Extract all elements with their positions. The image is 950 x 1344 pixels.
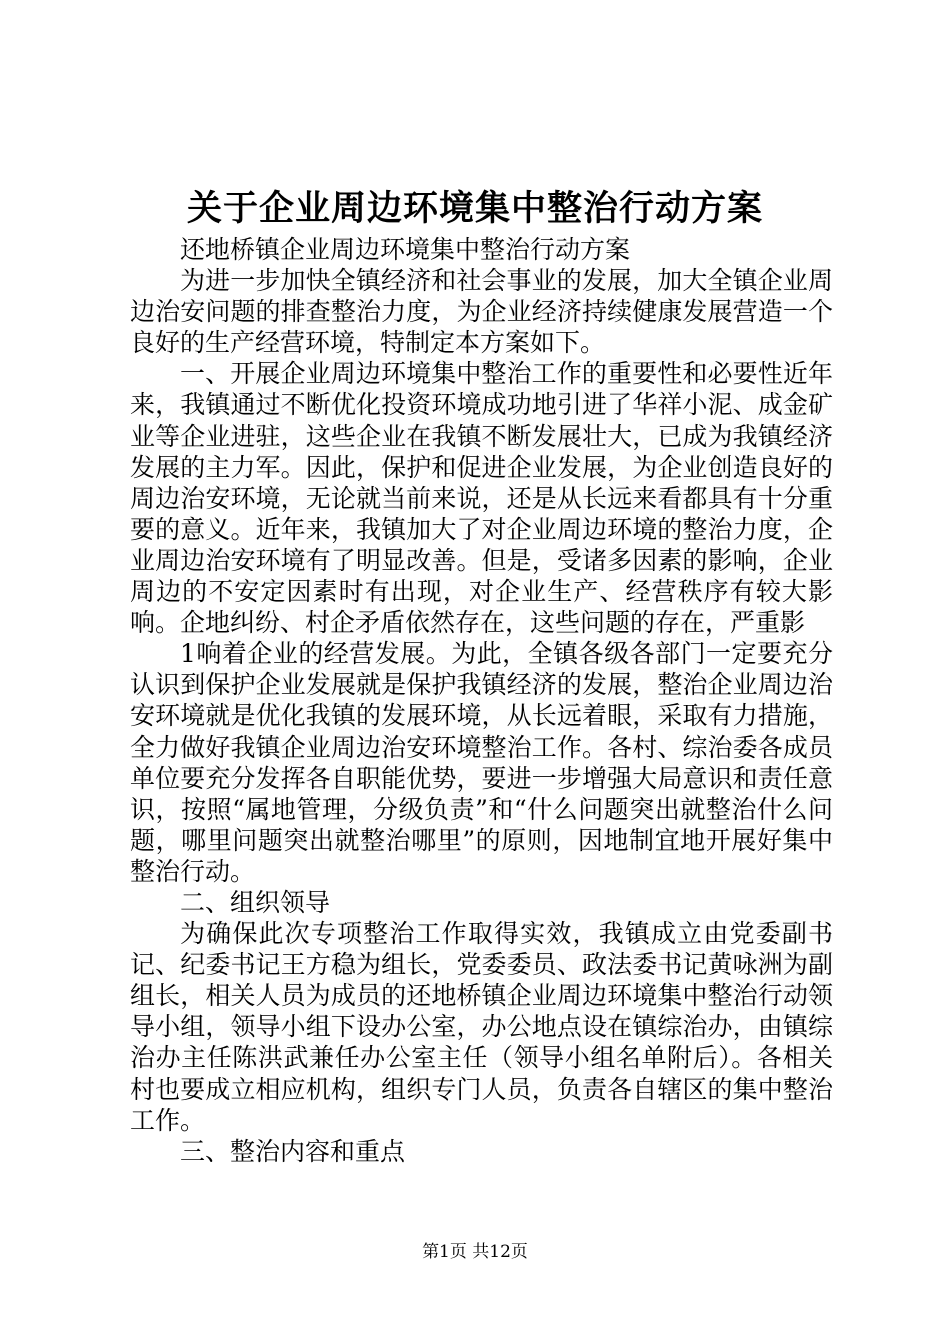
- page-number-footer: 第1页 共12页: [422, 1242, 528, 1262]
- paragraph-subtitle: 还地桥镇企业周边环境集中整治行动方案: [180, 235, 631, 264]
- section-heading-3: 三、整治内容和重点: [180, 1136, 406, 1166]
- paragraph-section-1: 一、开展企业周边环境集中整治工作的重要性和必要性近年来，我镇通过不断优化投资环境成功地引进了华祥小泥、成金矿业等企业进驻，这些企业在我镇不断发展壮大，已成为我镇经济发展的主力军。因此，保护和促进企业发展，为企业创造良好的周边治安环境，无论就当前来说，还是从长远来看都具有十分重要的意义。近年来，我镇加大了对企业周边环境的整治力度，企业周边治安环境有了明显改善。但是，受诸多因素的影响，企业周边的不安定因素时有出现，对企业生产、经营秩序有较大影响。企地纠纷、村企矛盾依然存在，这些问题的存在，严重影: [130, 359, 833, 638]
- document-body: [130, 234, 833, 1167]
- section-heading-2: 二、组织领导: [180, 887, 331, 917]
- paragraph-intro: 为进一步加快全镇经济和社会事业的发展，加大全镇企业周边治安问题的排查整治力度，为企业经济持续健康发展营造一个良好的生产经营环境，特制定本方案如下。: [130, 266, 833, 358]
- paragraph-section-2: 为确保此次专项整治工作取得实效，我镇成立由党委副书记、纪委书记王方稳为组长，党委委员、政法委书记黄咏洲为副组长，相关人员为成员的还地桥镇企业周边环境集中整治行动领导小组，领导小组下设办公室，办公地点设在镇综治办，由镇综治办主任陈洪武兼任办公室主任（领导小组名单附后）。各相关村也要成立相应机构，组织专门人员，负责各自辖区的集中整治工作。: [130, 919, 833, 1135]
- document-title: 关于企业周边环境集中整治行动方案: [186, 188, 763, 229]
- paragraph-section-1-continued: 1响着企业的经营发展。为此，全镇各级各部门一定要充分认识到保护企业发展就是保护我镇经济的发展，整治企业周边治安环境就是优化我镇的发展环境，从长远着眼，采取有力措施，全力做好我镇企业周边治安环境整治工作。各村、综治委各成员单位要充分发挥各自职能优势，要进一步增强大局意识和责任意识，按照“属地管理，分级负责”和“什么问题突出就整治什么问题，哪里问题突出就整治哪里”的原则，因地制宜地开展好集中整治行动。: [130, 639, 833, 886]
